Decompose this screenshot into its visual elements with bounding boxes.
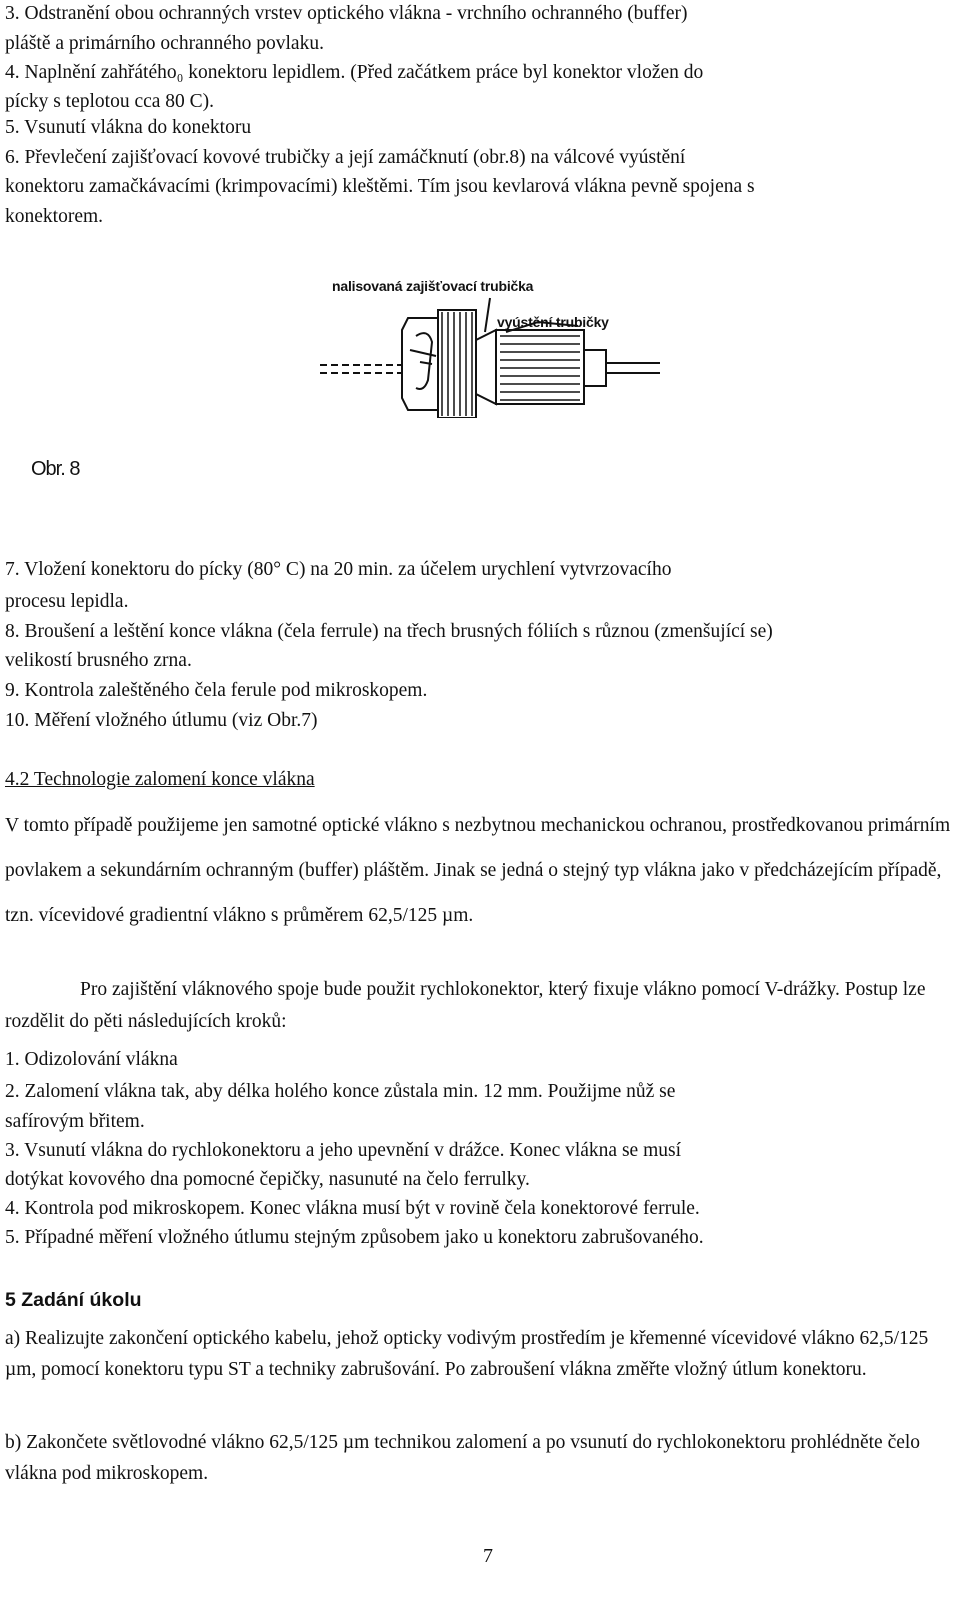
page-number: 7 <box>483 1545 493 1567</box>
quick-step-3-line-2: dotýkat kovového dna pomocné čepičky, nasunuté na čelo ferrulky. <box>5 1169 530 1190</box>
step-7-line-2: procesu lepidla. <box>5 591 129 612</box>
figure-label-outlet: vyústění trubičky <box>497 314 609 330</box>
step-8-line-1: 8. Broušení a leštění konce vlákna (čela ferrule) na třech brusných fóliích s různou (zmenšující se) <box>5 621 773 642</box>
figure-label-sleeve: nalisovaná zajišťovací trubička <box>332 278 534 294</box>
section-5-title: 5 Zadání úkolu <box>5 1289 142 1311</box>
step-3-line-1: 3. Odstranění obou ochranných vrstev optického vlákna - vrchního ochranného (buffer) <box>5 3 688 24</box>
step-10-line: 10. Měření vložného útlumu (viz Obr.7) <box>5 710 318 731</box>
step-6-line-2: konektoru zamačkávacími (krimpovacími) kleštěmi. Tím jsou kevlarová vlákna pevně spojena s <box>5 176 755 197</box>
section-4-2-title: 4.2 Technologie zalomení konce vlákna <box>5 769 315 790</box>
quick-step-5: 5. Případné měření vložného útlumu stejným způsobem jako u konektoru zabrušovaného. <box>5 1227 704 1248</box>
quick-step-4: 4. Kontrola pod mikroskopem. Konec vlákna musí být v rovině čela konektorové ferrule. <box>5 1198 700 1219</box>
quick-step-1: 1. Odizolování vlákna <box>5 1049 178 1070</box>
quick-step-2-line-2: safírovým břitem. <box>5 1111 145 1132</box>
section-4-2-paragraph-2: Pro zajištění vláknového spoje bude použit rychlokonektor, který fixuje vlákno pomocí V-drážky. Postup lze rozdělit do pěti následujících kroků: <box>5 979 926 1032</box>
section-4-2-paragraph-1: V tomto případě použijeme jen samotné optické vlákno s nezbytnou mechanickou ochranou, prostředkovanou primárním povlakem a sekundárním ochranným (buffer) pláštěm. Jinak se jedná o stejný typ vlákna jako v předcházejícím případě, tzn. vícevidové gradientní vlákno s průměrem 62,5/125 µm. <box>5 815 951 926</box>
task-a: a) Realizujte zakončení optického kabelu, jehož opticky vodivým prostředím je křemenné vícevidové vlákno 62,5/125 µm, pomocí konektoru typu ST a techniky zabrušování. Po zabroušení vlákna změřte vložný útlum konektoru. <box>5 1328 929 1380</box>
step-4-line-2: pícky s teplotou cca 80 C). <box>5 91 215 112</box>
step-5-line: 5. Vsunutí vlákna do konektoru <box>5 117 252 138</box>
figure-caption: Obr. 8 <box>31 458 80 480</box>
step-8-line-2: velikostí brusného zrna. <box>5 650 192 671</box>
connector-drawing <box>320 270 660 418</box>
step-7-line-1: 7. Vložení konektoru do pícky (80° C) na 20 min. za účelem urychlení vytvrzovacího <box>5 559 672 580</box>
step-6-line-3: konektorem. <box>5 206 104 227</box>
step-3-line-2: pláště a primárního ochranného povlaku. <box>5 33 324 54</box>
step-6-line-1: 6. Převlečení zajišťovací kovové trubičky a její zamáčknutí (obr.8) na válcové vyústění <box>5 147 686 168</box>
step-9-line: 9. Kontrola zaleštěného čela ferule pod mikroskopem. <box>5 680 428 701</box>
quick-step-2-line-1: 2. Zalomení vlákna tak, aby délka holého konce zůstala min. 12 mm. Použijme nůž se <box>5 1081 676 1102</box>
quick-step-3-line-1: 3. Vsunutí vlákna do rychlokonektoru a jeho upevnění v drážce. Konec vlákna se musí <box>5 1140 681 1161</box>
task-b: b) Zakončete světlovodné vlákno 62,5/125 µm technikou zalomení a po vsunutí do rychlokonektoru prohlédněte čelo vlákna pod mikroskopem. <box>5 1432 921 1484</box>
step-4-line-1: 4. Naplnění zahřátého₀ konektoru lepidlem. (Před začátkem práce byl konektor vložen do <box>5 62 704 83</box>
